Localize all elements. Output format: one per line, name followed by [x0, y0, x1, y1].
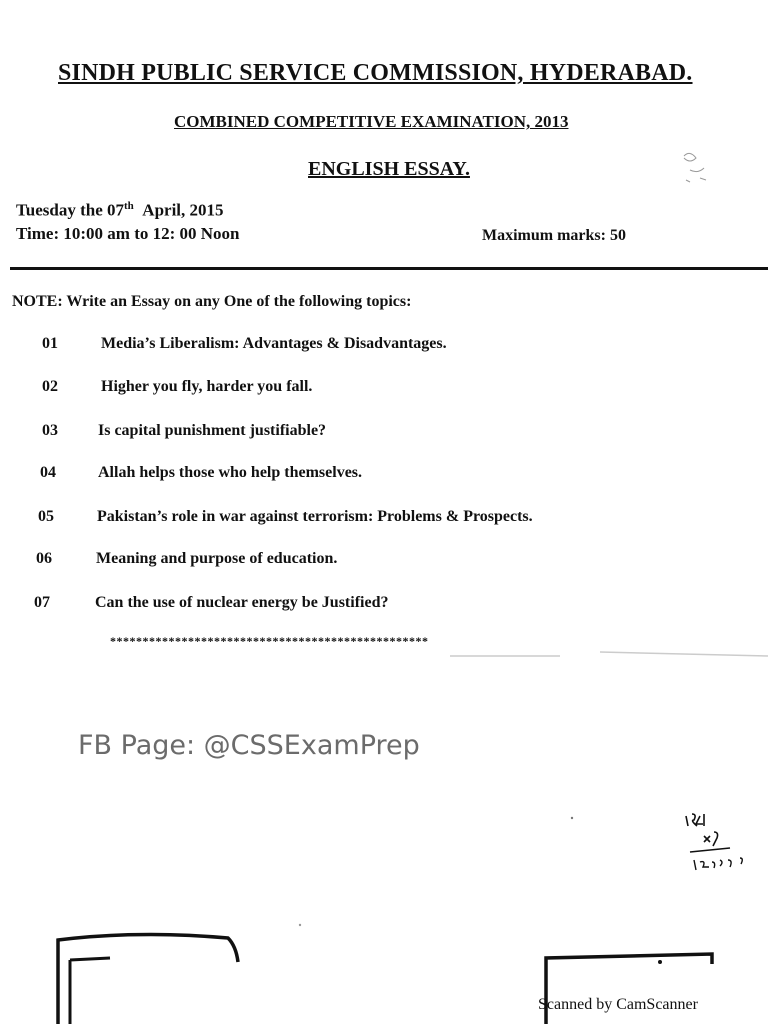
scan-dot	[658, 960, 662, 964]
topic-text: Can the use of nuclear energy be Justified?	[95, 594, 389, 611]
date-prefix: Tuesday the 07	[16, 200, 125, 220]
faint-scan-line	[450, 652, 768, 656]
topic-text: Allah helps those who help themselves.	[98, 464, 363, 481]
commission-heading: SINDH PUBLIC SERVICE COMMISSION, HYDERABAD.	[58, 60, 693, 86]
topic-number: 02	[42, 378, 58, 395]
topic-number: 03	[42, 422, 58, 439]
watermark-text: FB Page: @CSSExamPrep	[78, 730, 420, 761]
topic-number: 04	[40, 464, 56, 481]
handwriting-mark	[694, 858, 742, 870]
topic-text: Media’s Liberalism: Advantages & Disadvantages.	[101, 335, 447, 352]
topic-number: 06	[36, 550, 52, 567]
date-suffix: April, 2015	[142, 200, 224, 220]
scan-dot	[299, 924, 301, 926]
faint-mark	[684, 153, 706, 182]
cut-bracket-inner	[70, 958, 110, 1024]
exam-time: Time: 10:00 am to 12: 00 Noon	[16, 224, 240, 243]
topic-text: Is capital punishment justifiable?	[98, 422, 327, 439]
date-ordinal: th	[124, 200, 134, 212]
cut-bracket-left	[58, 934, 238, 1024]
topic-number: 05	[38, 508, 54, 525]
topic-text: Higher you fly, harder you fall.	[101, 378, 313, 395]
handwriting-mark	[686, 814, 704, 826]
instruction-note: NOTE: Write an Essay on any One of the following topics:	[12, 293, 412, 310]
subject-heading: ENGLISH ESSAY.	[308, 158, 470, 180]
exam-heading: COMBINED COMPETITIVE EXAMINATION, 2013	[174, 112, 569, 131]
topic-number: 07	[34, 594, 50, 611]
topic-text: Meaning and purpose of education.	[96, 550, 338, 567]
handwriting-mark	[704, 832, 718, 846]
maximum-marks: Maximum marks: 50	[482, 227, 626, 244]
topic-number: 01	[42, 335, 58, 352]
scanner-footer: Scanned by CamScanner	[538, 996, 698, 1013]
end-divider: *************************************************	[110, 634, 429, 648]
topic-text: Pakistan’s role in war against terrorism: Problems & Prospects.	[97, 508, 533, 525]
scan-dot	[571, 817, 573, 819]
handwriting-line	[690, 848, 730, 852]
